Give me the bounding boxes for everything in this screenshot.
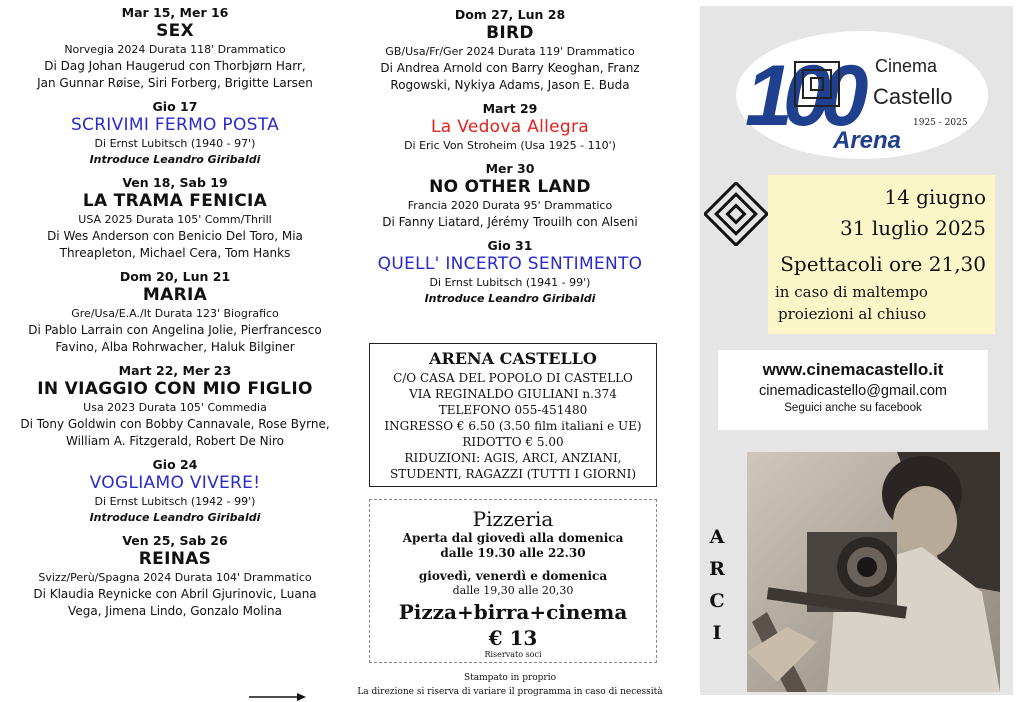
arena-line: STUDENTI, RAGAZZI (TUTTI I GIORNI) [389,467,637,481]
arci-letter: A [709,526,725,548]
film-title: MARIA [142,285,208,305]
film-title: BIRD [486,23,534,43]
film-cast: Di Klaudia Reynicke con Abril Gjurinovic, Luana Vega, Jimena Lindo, Gonzalo Molina [33,587,317,618]
arena-info-box [369,343,657,487]
film-dates: Mar 15, Mer 16 [121,5,229,20]
show-time: Spettacoli ore 21,30 [780,252,986,276]
film-dates: Dom 27, Lun 28 [454,7,566,22]
logo-arena: Arena [833,127,902,154]
film-info: Di Eric Von Stroheim (Usa 1925 - 110') [404,139,616,152]
film-dates: Gio 24 [152,457,198,472]
promo-hours: dalle 19,30 alle 20,30 [452,584,574,597]
film-info: GB/Usa/Fr/Ger 2024 Durata 119' Drammatico [385,45,635,58]
cameraman-photo [747,452,1000,692]
promo-note: Riservato soci [484,650,542,659]
film-entry [352,6,668,94]
logo-number: 100 [745,48,859,144]
film-dates: Gio 31 [487,238,533,253]
arci-letter: C [709,590,725,612]
season-start: 14 giugno [884,185,986,209]
logo-years: 1925 - 2025 [913,118,968,128]
pizzeria-days: Aperta dal giovedì alla domenica [402,531,624,545]
film-entry [0,456,350,526]
film-entry [352,160,668,231]
film-title: REINAS [138,549,212,569]
film-entry [0,532,350,620]
arci-vertical-label [706,526,728,654]
maze-icon [704,182,768,246]
film-dates: Ven 18, Sab 19 [122,175,228,190]
film-info: Usa 2023 Durata 105' Commedia [83,401,267,414]
film-dates: Mer 30 [485,161,535,176]
arena-line: TELEFONO 055-451480 [438,403,588,417]
film-title: NO OTHER LAND [429,177,591,197]
film-entry [0,4,350,92]
arena-line: INGRESSO € 6.50 (3.50 film italiani e UE) [384,419,642,433]
contacts-box [718,350,988,430]
film-info: Gre/Usa/E.A./It Durata 123' Biografico [71,307,279,320]
program-column-1 [0,4,350,626]
season-end: 31 luglio 2025 [840,216,986,240]
film-title: LA TRAMA FENICIA [82,191,268,211]
footer-disclaimer: La direzione si riserva di variare il programma in caso di necessità [357,687,663,697]
arci-letter: R [709,558,725,580]
arena-line: RIDOTTO € 5.00 [462,435,564,449]
film-dates: Gio 17 [152,99,198,114]
program-column-2 [352,6,668,313]
email-link[interactable]: cinemadicastello@gmail.com [759,383,947,399]
weather-note-2: proiezioni al chiuso [778,305,927,323]
promo-price: € 13 [488,626,538,650]
film-cast: Di Andrea Arnold con Barry Keoghan, Franz Rogowski, Nykiya Adams, Jason E. Buda [380,61,640,92]
film-title: VOGLIAMO VIVERE! [89,473,261,493]
film-dates: Ven 25, Sab 26 [122,533,228,548]
arena-line: VIA REGINALDO GIULIANI n.374 [409,387,617,401]
film-title: IN VIAGGIO CON MIO FIGLIO [37,379,313,399]
weather-note-1: in caso di maltempo [775,283,928,301]
film-title: SEX [156,21,194,41]
film-entry [0,268,350,356]
film-entry [352,237,668,307]
film-cast: Di Fanny Liatard, Jérémy Trouilh con Alseni [382,215,638,229]
pizzeria-heading: Pizzeria [472,507,554,531]
film-intro: Introduce Leandro Giribaldi [89,511,261,524]
logo-cinema: Cinema [875,56,938,76]
film-title: La Vedova Allegra [431,117,589,137]
arena-line: C/O CASA DEL POPOLO DI CASTELLO [393,371,633,385]
film-info: Di Ernst Lubitsch (1940 - 97') [94,137,256,150]
film-intro: Introduce Leandro Giribaldi [89,153,261,166]
pizzeria-box [369,499,657,663]
footer [352,671,668,699]
film-title: SCRIVIMI FERMO POSTA [70,115,280,135]
film-cast: Di Dag Johan Haugerud con Thorbjørn Harr, Jan Gunnar Røise, Siri Forberg, Brigitte Larsen [37,59,313,90]
promo-days: giovedì, venerdì e domenica [418,569,608,583]
film-info: Di Ernst Lubitsch (1941 - 99') [429,276,591,289]
promo-title: Pizza+birra+cinema [398,600,628,624]
pizzeria-hours: dalle 19.30 alle 22.30 [440,546,586,560]
logo-castello: Castello [873,84,953,109]
film-title: QUELL' INCERTO SENTIMENTO [377,254,643,274]
film-info: Di Ernst Lubitsch (1942 - 99') [94,495,256,508]
film-cast: Di Wes Anderson con Benicio Del Toro, Mia Threapleton, Michael Cera, Tom Hanks [47,229,303,260]
footer-printed: Stampato in proprio [463,673,557,683]
arena-heading: ARENA CASTELLO [429,349,597,368]
film-info: Svizz/Perù/Spagna 2024 Durata 104' Drammatico [38,571,312,584]
film-entry [0,98,350,168]
cinema-castello-logo [735,30,990,160]
film-info: USA 2025 Durata 105' Comm/Thrill [78,213,272,226]
arci-letter: I [712,622,722,644]
film-intro: Introduce Leandro Giribaldi [424,292,596,305]
website-link[interactable]: www.cinemacastello.it [762,360,944,379]
film-cast: Di Tony Goldwin con Bobby Cannavale, Rose Byrne, William A. Fitzgerald, Robert De Niro [20,417,330,448]
film-info: Norvegia 2024 Durata 118' Drammatico [64,43,286,56]
film-dates: Dom 20, Lun 21 [119,269,231,284]
facebook-note: Seguici anche su facebook [784,402,922,414]
film-dates: Mart 22, Mer 23 [118,363,232,378]
film-dates: Mart 29 [482,101,538,116]
arena-line: RIDUZIONI: AGIS, ARCI, ANZIANI, [404,451,622,465]
film-entry [0,362,350,450]
film-entry [0,174,350,262]
film-cast: Di Pablo Larrain con Angelina Jolie, Pierfrancesco Favino, Alba Rohrwacher, Haluk Bilginer [28,323,322,354]
film-entry [352,100,668,154]
film-info: Francia 2020 Durata 95' Drammatico [407,199,613,212]
